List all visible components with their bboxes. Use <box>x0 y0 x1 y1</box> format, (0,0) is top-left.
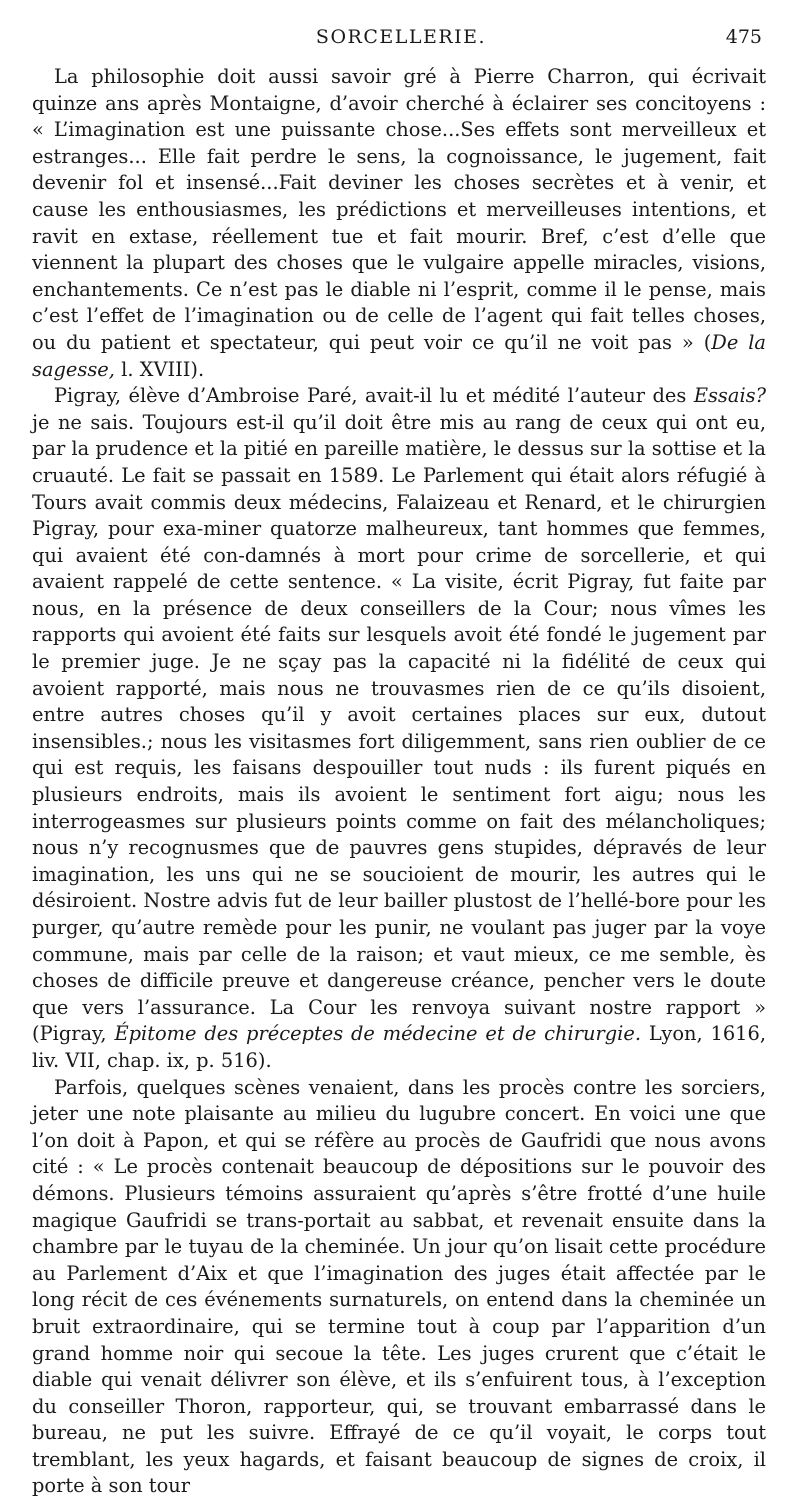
page-number: 475 <box>725 26 762 48</box>
body-text <box>32 64 766 1500</box>
text-segment: je ne sais. Toujours est-il qu’il doit être mis au rang de ceux qui ont eu, par la prudence et la pitié en pareille matière, le dessus sur la sottise et la cruauté. Le fait se passait en 1589. Le Parlement qui était alors réfugié à Tours avait commis deux médecins, Falaizeau et Renard, et le chirurgien Pigray, pour exa-miner quatorze malheureux, tant hommes que femmes, qui avaient été con-damnés à mort pour crime de sorcellerie, et qui avaient rappelé de cette sentence. « La visite, écrit Pigray, fut faite par nous, en la présence de deux conseillers de la Cour; nous vîmes les rapports qui avoient été faits sur lesquels avoit été fondé le jugement par le premier juge. Je ne sçay pas la capacité ni la fidélité de ceux qui avoient rapporté, mais nous ne trouvasmes rien de ce qu’ils disoient, entre autres choses qu’il y avoit certaines places sur eux, dutout insensibles.; nous les visitasmes fort diligemment, sans rien oublier de ce qui est requis, les faisans despouiller tout nuds : ils furent piqués en plusieurs endroits, mais ils avoient le sentiment fort aigu; nous les interrogeasmes sur plusieurs points comme on fait des mélancholiques; nous n’y recognusmes que de pauvres gens stupides, dépravés de leur imagination, les uns qui ne se soucioient de mourir, les autres qui le désiroient. Nostre advis fut de leur bailler plustost de l’hellé-bore pour les purger, qu’autre remède pour les punir, ne voulant pas juger par la voye commune, mais par celle de la raison; et vaut mieux, ce me semble, ès choses de difficile preuve et dangereuse créance, pencher vers le doute que vers l’assurance. La Cour les renvoya suivant nostre rapport » (Pigray, <box>32 410 766 1046</box>
italic-title: Essais? <box>693 384 766 408</box>
text-segment: Pigray, élève d’Ambroise Paré, avait-il lu et médité l’auteur des <box>54 384 694 408</box>
italic-title: De la sagesse, <box>32 330 766 381</box>
running-head <box>32 26 770 56</box>
running-title: SORCELLERIE. <box>315 26 487 48</box>
text-segment: l. XVIII). <box>114 357 205 381</box>
paragraph <box>32 1075 766 1500</box>
paragraph <box>32 64 766 383</box>
paragraph <box>32 383 766 1074</box>
text-segment: Parfois, quelques scènes venaient, dans les procès contre les sorciers, jeter une note plaisante au milieu du lugubre concert. En voici une que l’on doit à Papon, et qui se réfère au procès de Gaufridi que nous avons cité : « Le procès contenait beaucoup de dépositions sur le pouvoir des démons. Plusieurs témoins assuraient qu’après s’être frotté d’une huile magique Gaufridi se trans-portait au sabbat, et revenait ensuite dans la chambre par le tuyau de la cheminée. Un jour qu’on lisait cette procédure au Parlement d’Aix et que l’imagination des juges était affectée par le long récit de ces événements surnaturels, on entend dans la cheminée un bruit extraordinaire, qui se termine tout à coup par l’apparition d’un grand homme noir qui secoue la tête. Les juges crurent que c’était le diable qui venait délivrer son élève, et ils s’enfuirent tous, à l’exception du conseiller Thoron, rapporteur, qui, se trouvant embarrassé dans le bureau, ne put les suivre. Effrayé de ce qu’il voyait, le corps tout tremblant, les yeux hagards, et faisant beaucoup de signes de croix, il porte à son tour <box>32 1075 766 1498</box>
italic-title: Épitome des préceptes de médecine et de chirurgie. <box>114 1022 641 1046</box>
text-segment: Lyon, 1616, liv. VII, chap. ix, p. 516). <box>32 1022 766 1072</box>
text-segment: La philosophie doit aussi savoir gré à Pierre Charron, qui écrivait quinze ans après Montaigne, d’avoir cherché à éclairer ses concitoyens : « L’imagination est une puissante chose...Ses effets sont merveilleux et estranges... Elle fait perdre le sens, la cognoissance, le jugement, fait devenir fol et insensé...Fait deviner les choses secrètes et à venir, et cause les enthousiasmes, les prédictions et merveilleuses intentions, et ravit en extase, réellement tue et fait mourir. Bref, c’est d’elle que viennent la plupart des choses que le vulgaire appelle miracles, visions, enchantements. Ce n’est pas le diable ni l’esprit, comme il le pense, mais c’est l’effet de l’imagination ou de celle de l’agent qui fait telles choses, ou du patient et spectateur, qui peut voir ce qu’il ne voit pas » ( <box>32 65 766 354</box>
